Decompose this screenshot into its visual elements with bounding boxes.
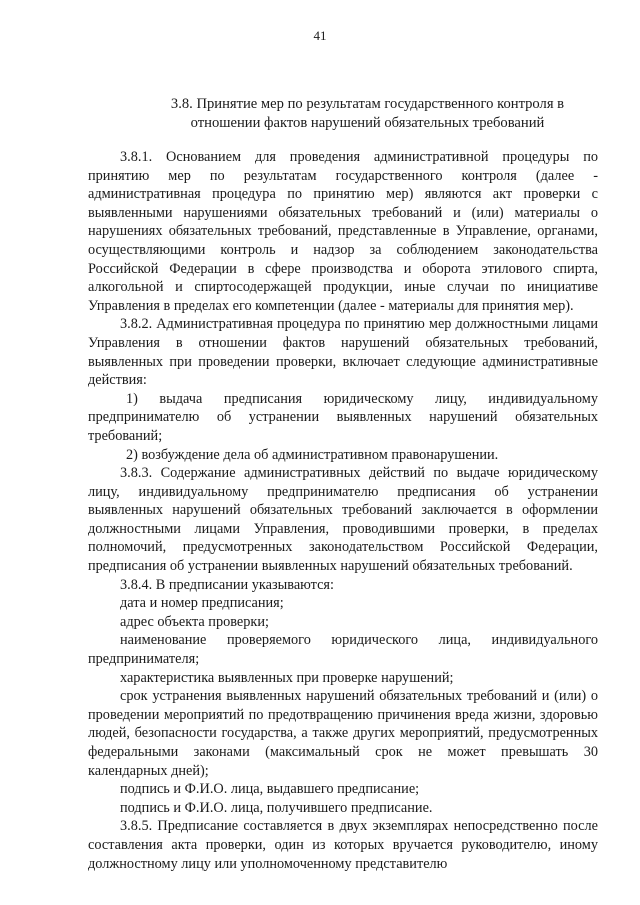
list-item: наименование проверяемого юридического лица, индивидуального предпринимателя; xyxy=(88,632,598,668)
list-item: подпись и Ф.И.О. лица, выдавшего предписание; xyxy=(120,781,420,798)
paragraph-3-8-2: 3.8.2. Административная процедура по принятию мер должностными лицами Управления в отношении фактов нарушений обязательных требований, выявленных при проведении проверки, включает следующие административные действия: xyxy=(88,316,598,389)
list-item: подпись и Ф.И.О. лица, получившего предписание. xyxy=(120,799,433,816)
list-item: 2) возбуждение дела об административном правонарушении. xyxy=(126,446,499,463)
paragraph-3-8-1: 3.8.1. Основанием для проведения административной процедуры по принятию мер по результатам государственного контроля (далее - административная процедура по принятию мер) являются акт проверки с выявленными нарушениями обязательных требований и (или) материалы о нарушениях обязательных требований, представленные в Управление, органами, осуществляющими контроль и надзор за соблюдением законодательства Российской Федерации в сфере производства и оборота этилового спирта, алкогольной и спиртосодержащей продукции, иные случаи по инициативе Управления в пределах его компетенции (далее - материалы для принятия мер). xyxy=(88,149,598,314)
paragraph-3-8-5: 3.8.5. Предписание составляется в двух экземплярах непосредственно после составления акта проверки, один из которых вручается руководителю, иному должностному лицу или уполномоченному представителю xyxy=(88,818,598,872)
paragraph-3-8-4: 3.8.4. В предписании указываются: xyxy=(120,576,334,593)
list-item: 1) выдача предписания юридическому лицу, индивидуальному предпринимателю об устранении выявленных нарушений обязательных требований; xyxy=(88,390,598,444)
list-item: характеристика выявленных при проверке нарушений; xyxy=(120,669,454,686)
list-item: дата и номер предписания; xyxy=(120,595,284,612)
paragraph-3-8-3: 3.8.3. Содержание административных действий по выдаче юридическому лицу, индивидуальному предпринимателю предписания об устранении выявленных нарушений обязательных требований заключается в оформлении должностными лицами Управления, проводившими проверки, в пределах полномочий, предусмотренных законодательством Российской Федерации, предписания об устранении выявленных нарушений обязательных требований. xyxy=(88,465,598,575)
list-item: адрес объекта проверки; xyxy=(120,613,269,630)
document-body xyxy=(88,148,598,873)
section-heading-line-2: отношении фактов нарушений обязательных требований xyxy=(190,115,545,131)
list-item: срок устранения выявленных нарушений обязательных требований и (или) о проведении мероприятий по предотвращению причинения вреда жизни, здоровью людей, безопасности государства, а также других мероприятий, предусмотренных федеральными законами (максимальный срок не может превышать 30 календарных дней); xyxy=(88,688,598,779)
page-number: 41 xyxy=(313,28,327,43)
section-heading xyxy=(150,95,585,133)
section-heading-line-1: 3.8. Принятие мер по результатам государственного контроля в xyxy=(170,96,565,112)
